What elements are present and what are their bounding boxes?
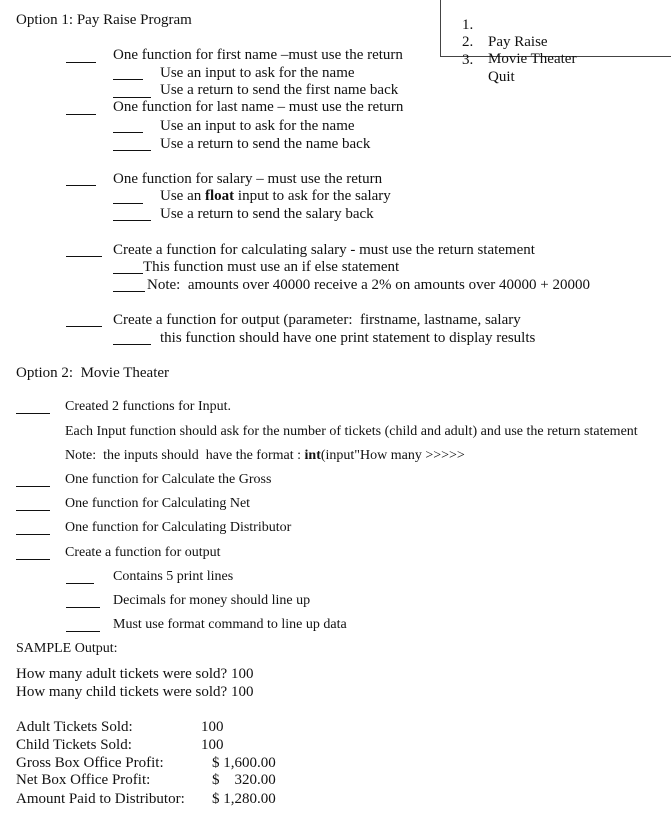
input-note-text bbox=[65, 449, 465, 463]
menu-number: 2. bbox=[462, 34, 474, 50]
checkbox-blank bbox=[113, 291, 145, 292]
checkbox-blank bbox=[66, 631, 100, 632]
output-fn-text: Create a function for output (parameter: firstname, lastname, salary bbox=[113, 312, 521, 328]
adult-sold-value: 100 bbox=[201, 719, 224, 735]
menu-item-quit bbox=[462, 35, 515, 86]
adult-sold-label: Adult Tickets Sold: bbox=[16, 719, 133, 735]
last-name-return-text: Use a return to send the name back bbox=[160, 136, 371, 152]
checkbox-blank bbox=[66, 326, 102, 327]
note-post: (input"How many >>>>> bbox=[320, 448, 465, 463]
menu-number: 1. bbox=[462, 17, 474, 33]
first-name-input-text: Use an input to ask for the name bbox=[160, 65, 355, 81]
checkbox-blank bbox=[16, 486, 50, 487]
checkbox-blank bbox=[113, 344, 151, 345]
net-fn-text: One function for Calculating Net bbox=[65, 496, 251, 511]
salary-fn-text: One function for salary – must use the return bbox=[113, 171, 383, 187]
distributor-fn-text: One function for Calculating Distributor bbox=[65, 520, 292, 535]
checkbox-blank bbox=[113, 79, 143, 80]
first-name-fn-text: One function for first name –must use the return bbox=[113, 47, 403, 63]
checkbox-blank bbox=[66, 583, 94, 584]
last-name-input-text: Use an input to ask for the name bbox=[160, 118, 355, 134]
checkbox-blank bbox=[113, 220, 151, 221]
option2-heading: Option 2: Movie Theater bbox=[16, 365, 170, 381]
print-lines-text: Contains 5 print lines bbox=[113, 569, 234, 584]
checkbox-blank bbox=[66, 607, 100, 608]
checkbox-blank bbox=[66, 256, 102, 257]
gross-profit-value: $ 1,600.00 bbox=[212, 755, 276, 771]
checkbox-blank bbox=[16, 534, 50, 535]
note-pre: Note: the inputs should have the format : bbox=[65, 448, 305, 463]
checkbox-blank bbox=[113, 132, 143, 133]
checkbox-blank bbox=[113, 150, 151, 151]
last-name-fn-text: One function for last name – must use the return bbox=[113, 99, 404, 115]
child-sold-value: 100 bbox=[201, 737, 224, 753]
format-cmd-text: Must use format command to line up data bbox=[113, 617, 347, 632]
net-profit-value: $ 320.00 bbox=[212, 772, 276, 788]
decimals-text: Decimals for money should line up bbox=[113, 593, 311, 608]
calc-ifelse-text: This function must use an if else statement bbox=[143, 259, 400, 275]
salary-input-text bbox=[160, 189, 391, 204]
output-print-text: this function should have one print statement to display results bbox=[160, 330, 536, 346]
note-bold: int bbox=[304, 448, 321, 463]
menu-label: Quit bbox=[488, 69, 515, 85]
checkbox-blank bbox=[16, 510, 50, 511]
calc-fn-text: Create a function for calculating salary - must use the return statement bbox=[113, 242, 535, 258]
input-fns-text: Created 2 functions for Input. bbox=[65, 399, 232, 414]
checkbox-blank bbox=[113, 203, 143, 204]
checkbox-blank bbox=[66, 62, 96, 63]
checkbox-blank bbox=[16, 413, 50, 414]
salary-input-bold: float bbox=[205, 188, 235, 204]
salary-input-post: input to ask for the salary bbox=[234, 188, 391, 204]
output2-fn-text: Create a function for output bbox=[65, 545, 221, 560]
checkbox-blank bbox=[16, 559, 50, 560]
net-profit-label: Net Box Office Profit: bbox=[16, 772, 151, 788]
option1-heading: Option 1: Pay Raise Program bbox=[16, 12, 192, 28]
input-each-text: Each Input function should ask for the number of tickets (child and adult) and use the return statement bbox=[65, 424, 638, 439]
child-prompt-text: How many child tickets were sold? 100 bbox=[16, 684, 254, 700]
distributor-paid-label: Amount Paid to Distributor: bbox=[16, 791, 185, 807]
gross-fn-text: One function for Calculate the Gross bbox=[65, 472, 272, 487]
menu-number: 3. bbox=[462, 52, 474, 68]
checkbox-blank bbox=[113, 273, 143, 274]
salary-return-text: Use a return to send the salary back bbox=[160, 206, 374, 222]
menu-box bbox=[440, 0, 671, 57]
calc-note-text: Note: amounts over 40000 receive a 2% on amounts over 40000 + 20000 bbox=[147, 277, 590, 293]
first-name-return-text: Use a return to send the first name back bbox=[160, 82, 399, 98]
adult-prompt-text: How many adult tickets were sold? 100 bbox=[16, 666, 254, 682]
checkbox-blank bbox=[113, 97, 151, 98]
distributor-paid-value: $ 1,280.00 bbox=[212, 791, 276, 807]
child-sold-label: Child Tickets Sold: bbox=[16, 737, 132, 753]
salary-input-pre: Use an bbox=[160, 188, 205, 204]
checkbox-blank bbox=[66, 185, 96, 186]
menu-label: Pay Raise bbox=[488, 34, 548, 50]
sample-heading: SAMPLE Output: bbox=[16, 641, 118, 656]
gross-profit-label: Gross Box Office Profit: bbox=[16, 755, 164, 771]
checkbox-blank bbox=[66, 114, 96, 115]
menu-label: Movie Theater bbox=[488, 51, 577, 67]
